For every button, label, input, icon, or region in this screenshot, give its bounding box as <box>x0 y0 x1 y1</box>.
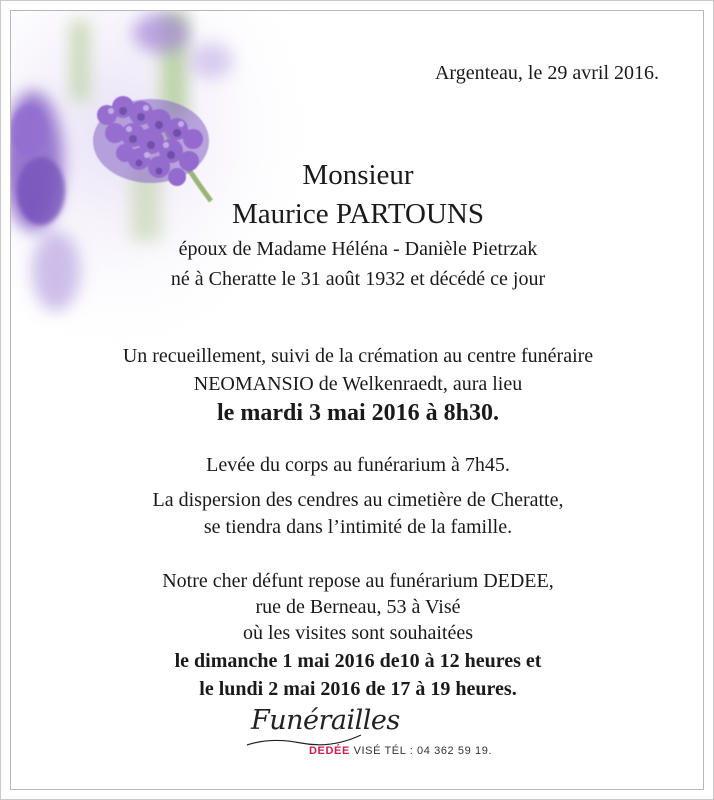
deceased-name: Maurice PARTOUNS <box>231 198 485 230</box>
dispersion-line-2: se tiendra dans l’intimité de la famille. <box>203 516 513 538</box>
logo-script-text: Funérailles <box>251 705 400 736</box>
birth-death-line: né à Cheratte le 31 août 1932 et décédé ce jour <box>170 268 546 290</box>
visit-hours-line-1: le dimanche 1 mai 2016 de10 à 12 heures et <box>174 650 542 672</box>
card-inner-frame <box>10 10 704 790</box>
visit-hours-line-2: le lundi 2 mai 2016 de 17 à 19 heures. <box>199 678 517 700</box>
ceremony-line-2: NEOMANSIO de Welkenraedt, aura lieu <box>193 373 523 395</box>
spouse-line: époux de Madame Héléna - Danièle Pietrzak <box>178 238 538 260</box>
levee-line: Levée du corps au funérarium à 7h45. <box>206 454 510 476</box>
funeral-home-logo <box>237 703 537 773</box>
logo-contact: VISÉ TÉL : 04 362 59 19. <box>353 745 493 757</box>
repose-line-1: Notre cher défunt repose au funérarium DEDEE, <box>162 570 554 592</box>
deceased-civility: Monsieur <box>302 159 414 191</box>
dispersion-line-1: La dispersion des cendres au cimetière de Cheratte, <box>152 489 564 511</box>
logo-brand-name: DEDÉE <box>309 745 350 757</box>
place-date: Argenteau, le 29 avril 2016. <box>434 62 659 84</box>
ceremony-date: le mardi 3 mai 2016 à 8h30. <box>217 400 499 426</box>
repose-line-2: rue de Berneau, 53 à Visé <box>255 596 461 618</box>
ceremony-line-1: Un recueillement, suivi de la crémation au centre funéraire <box>122 345 594 367</box>
repose-line-3: où les visites sont souhaitées <box>243 622 473 644</box>
logo-brand-line <box>309 745 492 757</box>
